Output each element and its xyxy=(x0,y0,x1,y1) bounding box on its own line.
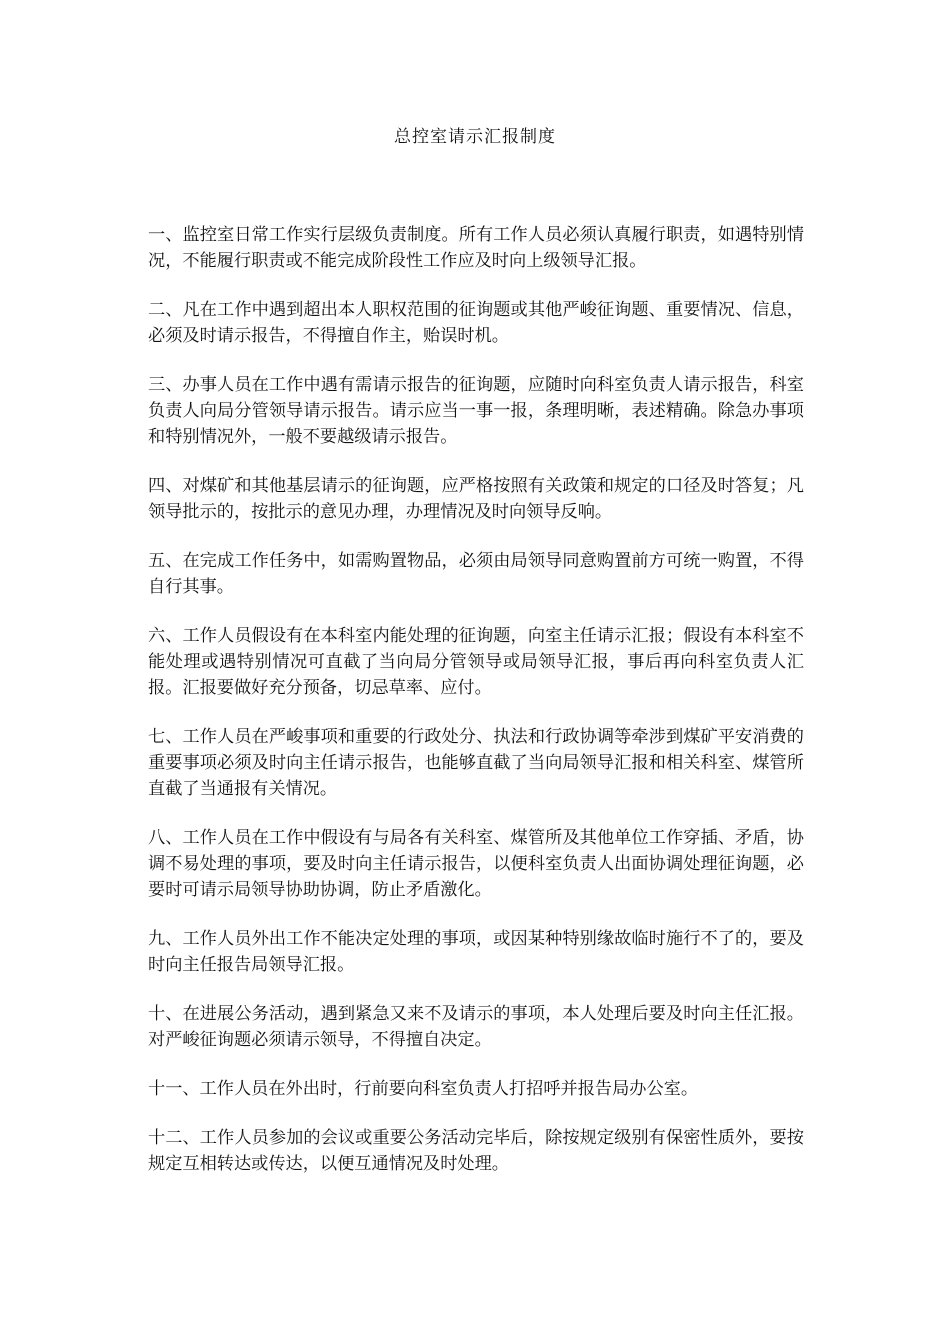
paragraph-4: 四、对煤矿和其他基层请示的征询题，应严格按照有关政策和规定的口径及时答复；凡领导批示的，按批示的意见办理，办理情况及时向领导反响。 xyxy=(148,476,804,522)
paragraph-3: 三、办事人员在工作中遇有需请示报告的征询题，应随时向科室负责人请示报告，科室负责人向局分管领导请示报告。请示应当一事一报，条理明晰，表述精确。除急办事项和特别情况外，一般不要越级请示报告。 xyxy=(148,375,804,447)
document-title: 总控室请示汇报制度 xyxy=(394,127,556,147)
paragraph-9: 九、工作人员外出工作不能决定处理的事项，或因某种特别缘故临时施行不了的，要及时向主任报告局领导汇报。 xyxy=(148,929,804,975)
paragraph-8: 八、工作人员在工作中假设有与局各有关科室、煤管所及其他单位工作穿插、矛盾，协调不易处理的事项，要及时向主任请示报告，以便科室负责人出面协调处理征询题，必要时可请示局领导协助协调，防止矛盾激化。 xyxy=(148,828,804,900)
paragraph-12: 十二、工作人员参加的会议或重要公务活动完毕后，除按规定级别有保密性质外，要按规定互相转达或传达，以便互通情况及时处理。 xyxy=(148,1128,804,1174)
paragraph-6: 六、工作人员假设有在本科室内能处理的征询题，向室主任请示汇报；假设有本科室不能处理或遇特别情况可直截了当向局分管领导或局领导汇报，事后再向科室负责人汇报。汇报要做好充分预备，切忌草率、应付。 xyxy=(148,626,804,698)
paragraph-10: 十、在进展公务活动，遇到紧急又来不及请示的事项，本人处理后要及时向主任汇报。对严峻征询题必须请示领导，不得擅自决定。 xyxy=(148,1004,804,1050)
paragraph-11: 十一、工作人员在外出时，行前要向科室负责人打招呼并报告局办公室。 xyxy=(148,1079,699,1099)
paragraph-2: 二、凡在工作中遇到超出本人职权范围的征询题或其他严峻征询题、重要情况、信息，必须及时请示报告，不得擅自作主，贻误时机。 xyxy=(148,300,804,346)
document-body xyxy=(148,222,804,1200)
paragraph-5: 五、在完成工作任务中，如需购置物品，必须由局领导同意购置前方可统一购置，不得自行其事。 xyxy=(148,551,804,597)
paragraph-1: 一、监控室日常工作实行层级负责制度。所有工作人员必须认真履行职责，如遇特别情况，不能履行职责或不能完成阶段性工作应及时向上级领导汇报。 xyxy=(148,225,804,271)
paragraph-7: 七、工作人员在严峻事项和重要的行政处分、执法和行政协调等牵涉到煤矿平安消费的重要事项必须及时向主任请示报告，也能够直截了当向局领导汇报和相关科室、煤管所直截了当通报有关情况。 xyxy=(148,727,804,799)
